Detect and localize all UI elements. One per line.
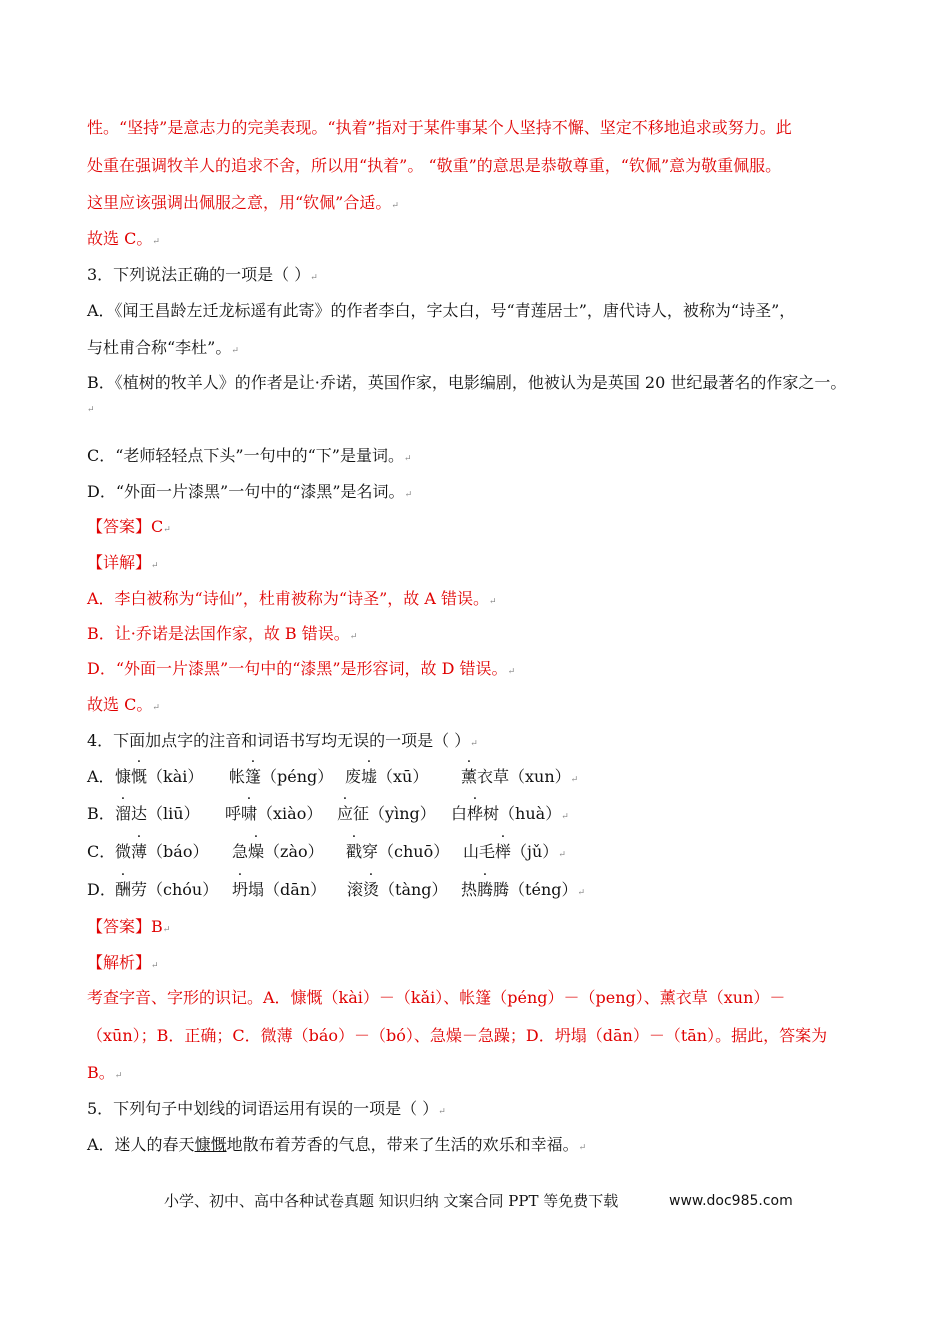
word-3: 戳穿（chuō） — [346, 842, 450, 861]
q5-stem: 5．下列句子中划线的词语运用有误的一项是（ ）↵ — [87, 1099, 446, 1118]
word-2: 坍塌（dān） — [232, 880, 327, 899]
q3-option-c: C．“老师轻轻点下头”一句中的“下”是量词。↵ — [87, 446, 412, 465]
q4-analysis-line-1: 考查字音、字形的识记。A．慷慨（kài）－（kǎi）、帐篷（péng）－（peng）、薰衣草（xun）－ — [87, 988, 786, 1007]
q3-conclusion: 故选 C。↵ — [87, 695, 160, 714]
q3-answer: 【答案】C↵ — [87, 517, 171, 536]
q4-answer: 【答案】B↵ — [87, 917, 171, 936]
word-1: 慷慨（kài） — [115, 767, 204, 786]
q2-explain-line-3: 这里应该强调出佩服之意，用“钦佩”合适。↵ — [87, 193, 399, 212]
q2-explain-line-1: 性。“坚持”是意志力的完美表现。“执着”指对于某件事某个人坚持不懈、坚定不移地追求或努力。此 — [87, 118, 792, 137]
q2-conclusion: 故选 C。↵ — [87, 229, 160, 248]
q3-detail-label: 【详解】↵ — [87, 553, 159, 572]
q3-option-a-line-2: 与杜甫合称“李杜”。↵ — [87, 338, 239, 357]
q3-stem: 3．下列说法正确的一项是（ ）↵ — [87, 265, 318, 284]
option-label: B． — [87, 804, 115, 823]
q5-option-a: A．迷人的春天慷慨地散布着芳香的气息，带来了生活的欢乐和幸福。↵ — [87, 1135, 587, 1154]
word-3: 滚烫（tàng） — [347, 880, 448, 899]
word-3: 废墟（xū） — [345, 767, 429, 786]
word-2: 急燥（zào） — [232, 842, 324, 861]
q3-detail-b: B．让·乔诺是法国作家，故 B 错误。↵ — [87, 624, 358, 643]
option-label: A． — [87, 767, 115, 786]
q3-option-a-line-1: A．《闻王昌龄左迁龙标遥有此寄》的作者李白，字太白，号“青莲居士”，唐代诗人，被称为“诗圣”， — [87, 301, 796, 320]
q4-stem: 4．下面加点字的注音和词语书写均无误的一项是（ ）↵ — [87, 731, 478, 750]
word-4: 薰衣草（xun）↵ — [461, 767, 579, 786]
word-2: 呼啸（xiào） — [225, 804, 323, 823]
q4-analysis-label: 【解析】↵ — [87, 953, 159, 972]
q3-option-b-mark: ↵ — [87, 405, 95, 415]
q3-detail-a: A．李白被称为“诗仙”，杜甫被称为“诗圣”，故 A 错误。↵ — [87, 589, 497, 608]
q4-analysis-line-3: B。↵ — [87, 1063, 123, 1082]
footer-text: 小学、初中、高中各种试卷真题 知识归纳 文案合同 PPT 等免费下载 — [164, 1192, 619, 1210]
option-label: C． — [87, 842, 116, 861]
q3-detail-d: D．“外面一片漆黑”一句中的“漆黑”是形容词，故 D 错误。↵ — [87, 659, 516, 678]
word-1: 溜达（liū） — [115, 804, 200, 823]
word-1: 酬劳（chóu） — [115, 880, 219, 899]
underlined-word: 慷慨 — [194, 1135, 227, 1154]
q2-explain-line-2: 处重在强调牧羊人的追求不舍，所以用“执着”。 “敬重”的意思是恭敬尊重，“钦佩”意为敬重佩服。 — [87, 156, 782, 175]
word-1: 微薄（báo） — [115, 842, 209, 861]
page-footer — [164, 1191, 793, 1211]
option-label: D． — [87, 880, 116, 899]
footer-url[interactable]: www.doc985.com — [669, 1193, 793, 1209]
q3-option-d: D．“外面一片漆黑”一句中的“漆黑”是名词。↵ — [87, 482, 413, 501]
word-4: 山毛榉（jǔ）↵ — [463, 842, 566, 861]
word-2: 帐篷（péng） — [229, 767, 334, 786]
q3-option-b: B．《植树的牧羊人》的作者是让·乔诺，英国作家，电影编剧，他被认为是英国 20 世纪最著名的作家之一。 — [87, 373, 847, 392]
word-4: 热腾腾（téng）↵ — [461, 880, 586, 899]
word-3: 应征（yìng） — [337, 804, 436, 823]
word-4: 白桦树（huà）↵ — [451, 804, 569, 823]
q4-analysis-line-2: （xūn）；B．正确；C．微薄（báo）－（bó）、急燥－急躁；D．坍塌（dān）－（tān）。据此，答案为 — [87, 1026, 828, 1045]
